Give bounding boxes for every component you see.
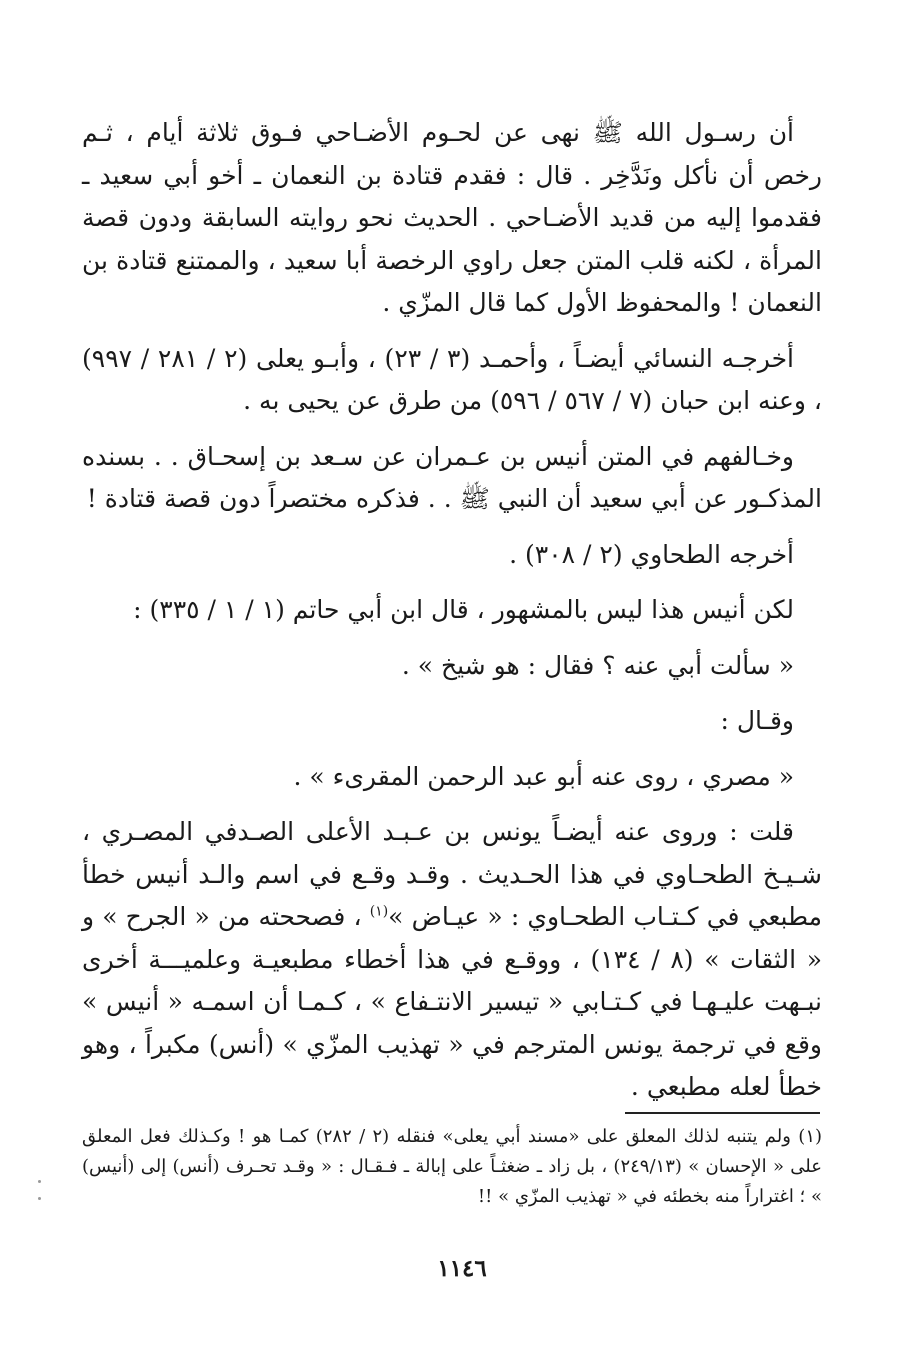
speck [38,1180,41,1183]
footnotes [82,1122,822,1212]
paragraph-5: لكن أنيس هذا ليس بالمشهور ، قال ابن أبي حاتم (١ / ١ / ٣٣٥) : [133,595,794,624]
paragraph-7 [82,811,822,1109]
margin-specks [38,1180,44,1220]
speck [38,1197,41,1200]
paragraph-1: أن رسـول الله ﷺ نهى عن لحـوم الأضـاحي فـوق ثلاثة أيام ، ثـم رخص أن نأكل ونَدَّخِر . قال : فقدم قتادة بن النعمان ـ أخو أبي سعيد ـ فقدموا إليه من قديد الأضـاحي . الحديث نحو روايته السابقة ودون قصة المرأة ، لكنه قلب المتن جعل راوي الرخصة أبا سعيد ، والممتنع قتادة بن النعمان ! والمحفوظ الأول كما قال المزّي . [82,118,823,317]
paragraph-7-part-2: ، فصححته من « الجرح » و « الثقات » (٨ / ١٣٤) ، ووقـع في هذا أخطاء مطبعيـة وعلميـــة أخرى نبـهت عليـهـا في كـتـابي « تيسير الانتـفاع » ، كـمـا أن اسمـه « أنيس » وقع في ترجمة يونس المترجم في « تهذيب المزّي » (أنس) مكبراً ، وهو خطأ لعله مطبعي . [82,902,822,1101]
quote-2: « مصري ، روى عنه أبو عبد الرحمن المقرىء » . [293,761,794,791]
paragraph-2: أخرجـه النسائي أيضـاً ، وأحمـد (٣ / ٢٣) ، وأبـو يعلى (٢ / ٢٨١ / ٩٩٧) ، وعنه ابن حبان (٧ / ٥٦٧ / ٥٩٦) من طرق عن يحيى به . [82,343,822,415]
paragraph-7-part-1: قلت : وروى عنه أيضـاً يونس بن عـبـد الأعلى الصـدفي المصـري ، شـيـخ الطحـاوي في هذا الحـديث . وقـد وقـع في اسم والـد أنيس خطأ مطبعي في كـتـاب الطحـاوي : « عيـاض » [82,817,822,931]
paragraph-3: وخـالفهم في المتن أنيس بن عـمران عن سـعد بن إسحـاق . . بسنده المذكـور عن أبي سعيد أن النبي ﷺ . . فذكره مختصراً دون قصة قتادة ! [82,441,822,513]
footnote-divider [625,1112,820,1114]
paragraph-4: أخرجه الطحاوي (٢ / ٣٠٨) . [509,539,794,569]
footnote-marker[interactable]: (١) [369,903,389,920]
paragraph-6: وقـال : [720,706,794,735]
footnote-1: (١) ولم يتنبه لذلك المعلق على «مسند أبي يعلى» فنقله (٢ / ٢٨٢) كمـا هو ! وكـذلك فعل المعلق على « الإحسان » (٢٤٩/١٣) ، بل زاد ـ ضغثـاً على إبالة ـ فـقـال : « وقـد تحـرف (أنس) إلى (أنيس) » ؛ اغتراراً منه بخطئه في « تهذيب المزّي » !! [82,1126,823,1207]
quote-1: « سألت أبي عنه ؟ فقال : هو شيخ » . [401,650,794,680]
main-text [82,112,822,1122]
page-number: ١١٤٦ [437,1255,487,1282]
